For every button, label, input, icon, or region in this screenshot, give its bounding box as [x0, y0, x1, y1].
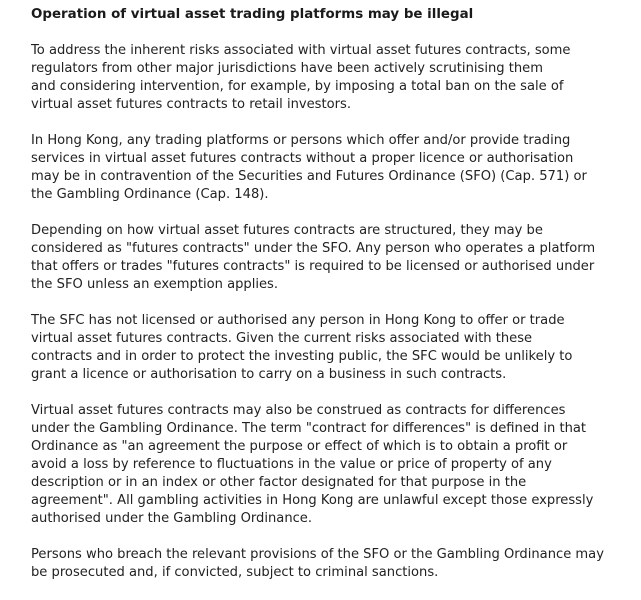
text-line: grant a licence or authorisation to carry on a business in such contracts. [31, 367, 507, 382]
text-line: In Hong Kong, any trading platforms or persons which offer and/or provide trading [31, 133, 571, 148]
text-line: services in virtual asset futures contracts without a proper licence or authorisation [31, 151, 574, 166]
text-line: under the Gambling Ordinance. The term "contract for differences" is defined in that [31, 421, 587, 436]
text-line: Virtual asset futures contracts may also be construed as contracts for differences [31, 403, 566, 418]
text-line: be prosecuted and, if convicted, subject to criminal sanctions. [31, 565, 439, 580]
text-line: To address the inherent risks associated with virtual asset futures contracts, some [31, 43, 571, 58]
text-line: Persons who breach the relevant provisions of the SFO or the Gambling Ordinance may [31, 547, 604, 562]
text-line: The SFC has not licensed or authorised any person in Hong Kong to offer or trade [31, 313, 565, 328]
text-line: avoid a loss by reference to fluctuations in the value or price of property of any [31, 457, 552, 472]
paragraph-3 [31, 222, 621, 294]
text-line: that offers or trades "futures contracts" is required to be licensed or authorised under [31, 259, 595, 274]
text-line: virtual asset futures contracts to retail investors. [31, 97, 352, 112]
text-line: and considering intervention, for example, by imposing a total ban on the sale of [31, 79, 564, 94]
article-heading: Operation of virtual asset trading platforms may be illegal [31, 7, 474, 22]
text-line: the SFO unless an exemption applies. [31, 277, 279, 292]
article-content [31, 6, 621, 600]
paragraph-2 [31, 132, 621, 204]
text-line: the Gambling Ordinance (Cap. 148). [31, 187, 269, 202]
paragraph-6 [31, 546, 621, 582]
text-line: agreement". All gambling activities in Hong Kong are unlawful except those expressly [31, 493, 594, 508]
text-line: considered as "futures contracts" under the SFO. Any person who operates a platform [31, 241, 596, 256]
text-line: contracts and in order to protect the investing public, the SFC would be unlikely to [31, 349, 573, 364]
paragraph-4 [31, 312, 621, 384]
text-line: virtual asset futures contracts. Given the current risks associated with these [31, 331, 533, 346]
paragraph-5 [31, 402, 621, 528]
text-line: description or in an index or other factor designated for that purpose in the [31, 475, 527, 490]
text-line: may be in contravention of the Securities and Futures Ordinance (SFO) (Cap. 571) or [31, 169, 587, 184]
text-line: Depending on how virtual asset futures contracts are structured, they may be [31, 223, 543, 238]
text-line: authorised under the Gambling Ordinance. [31, 511, 313, 526]
paragraph-1 [31, 42, 621, 114]
text-line: Ordinance as "an agreement the purpose or effect of which is to obtain a profit or [31, 439, 568, 454]
text-line: regulators from other major jurisdictions have been actively scrutinising them [31, 61, 543, 76]
